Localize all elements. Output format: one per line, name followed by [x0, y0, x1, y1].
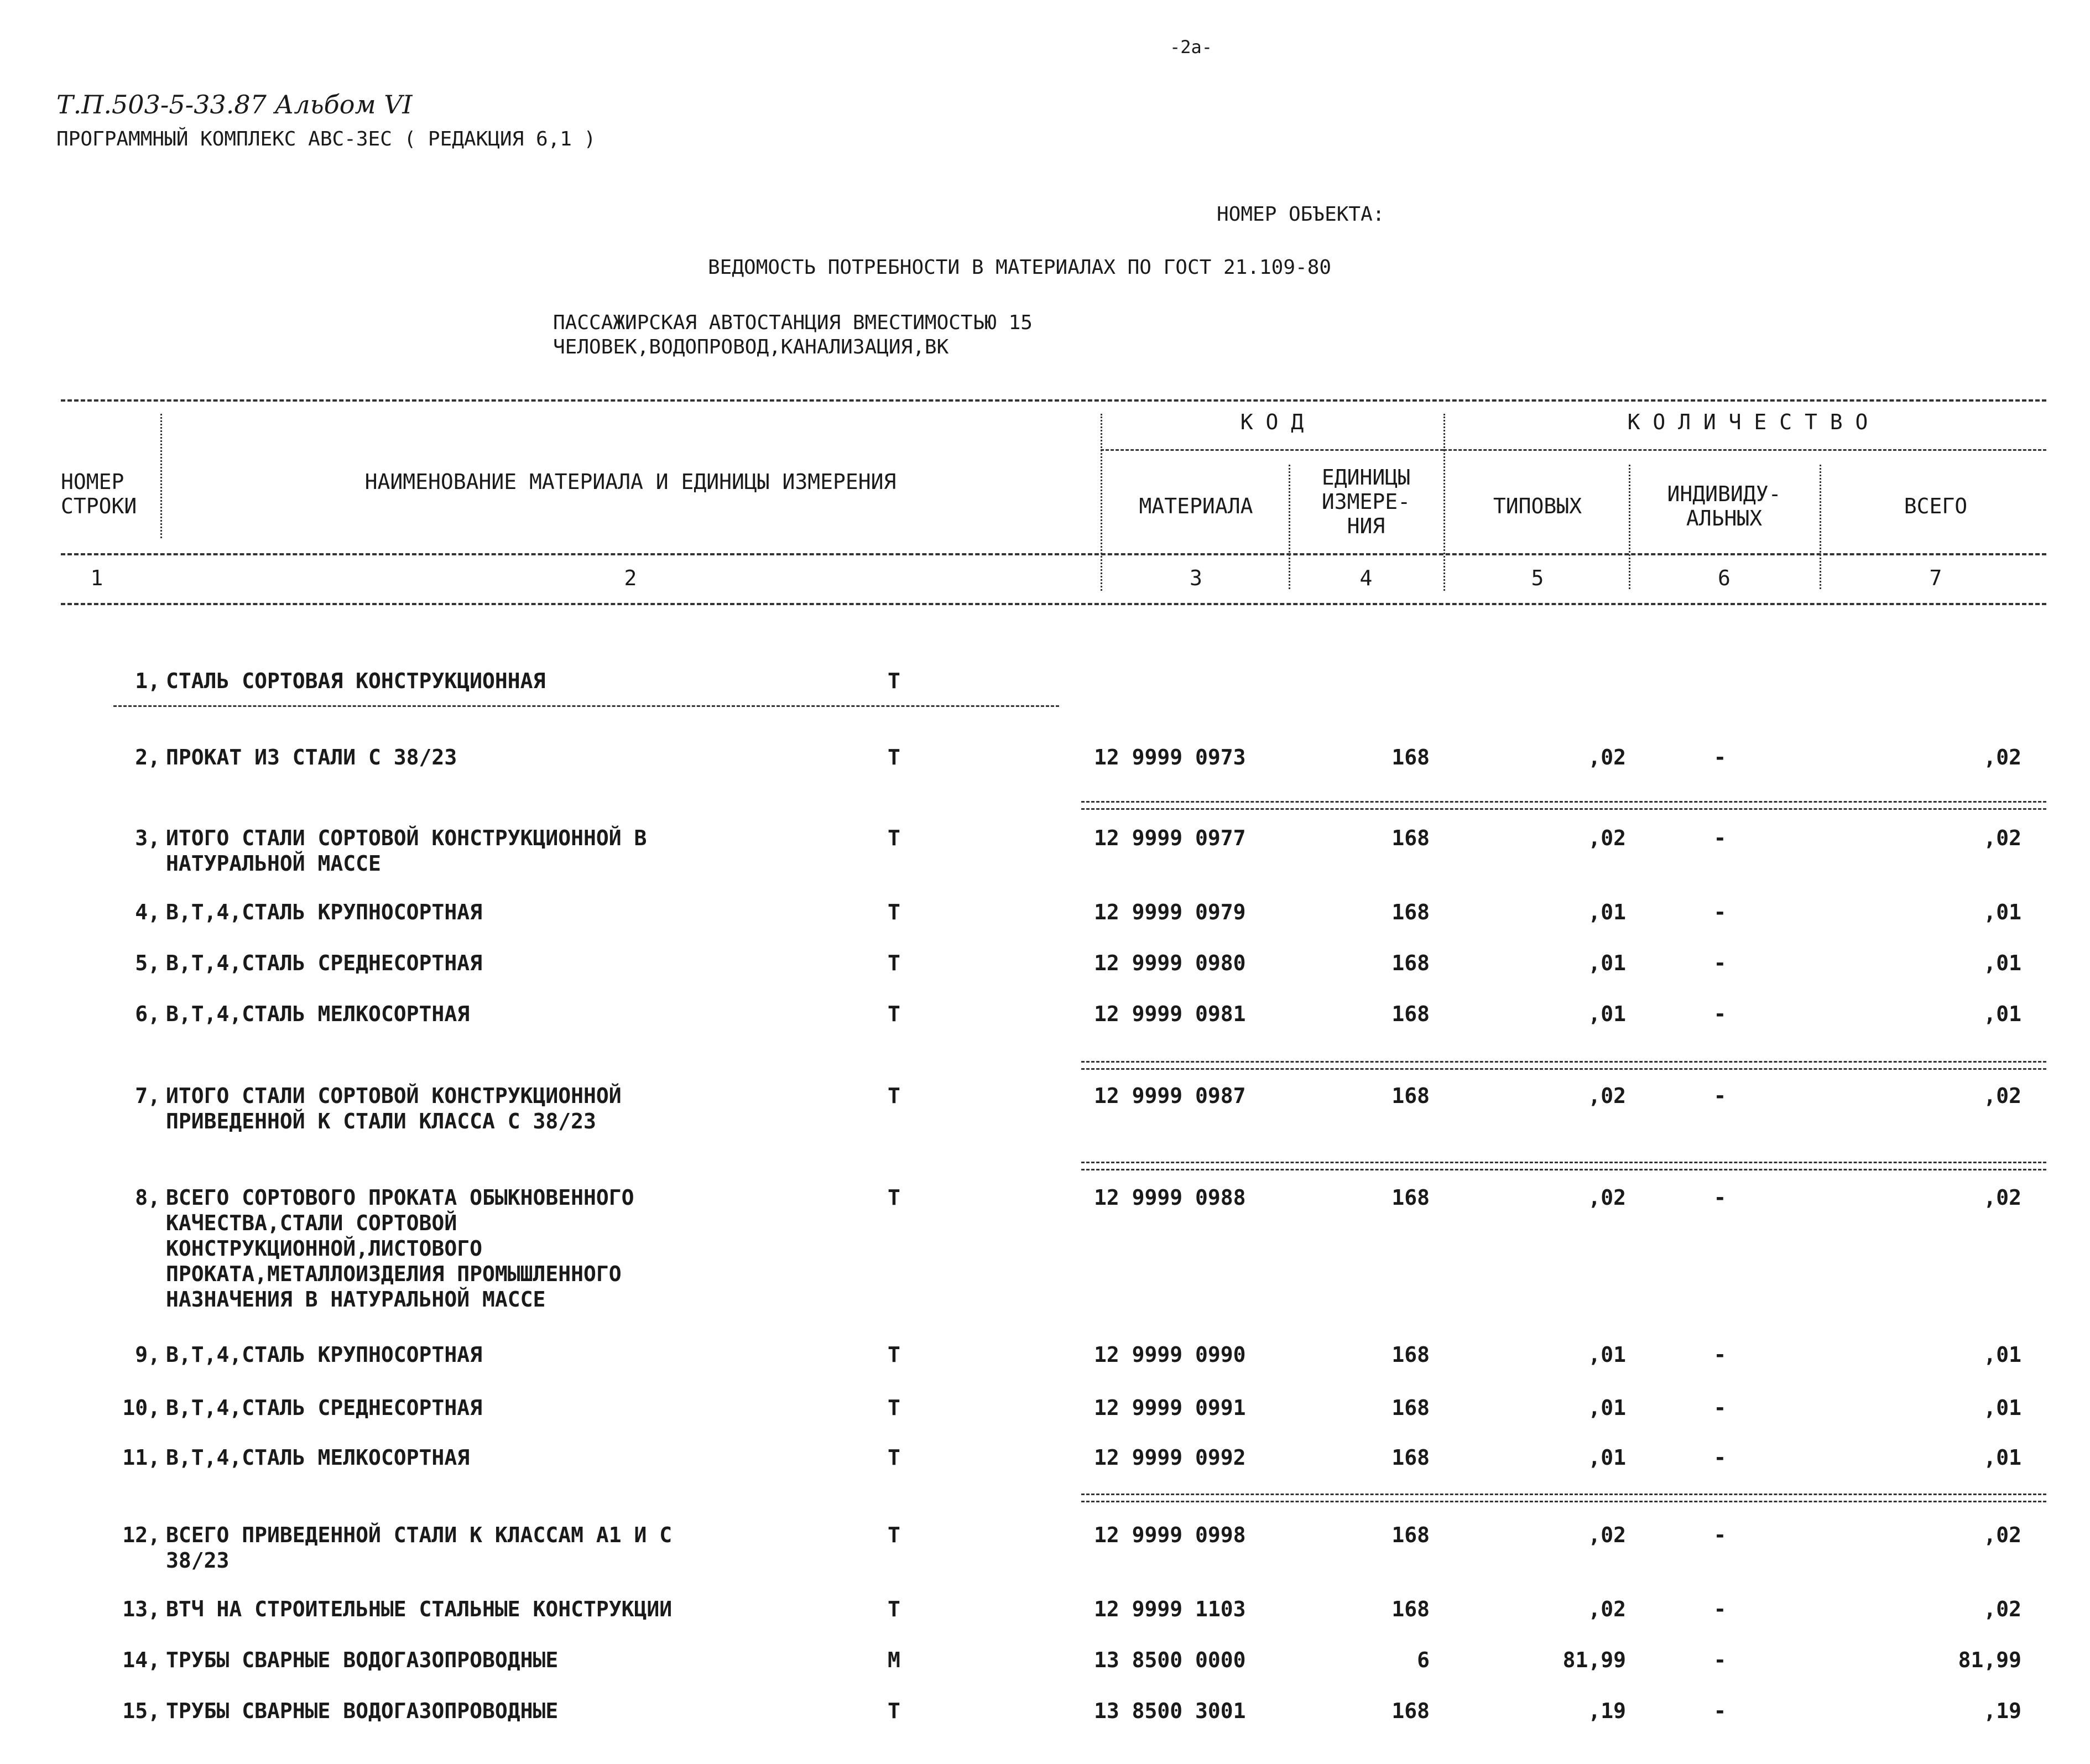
quantity-group-header: К О Л И Ч Е С Т В О [1627, 410, 1868, 434]
individual-qty: - [1713, 951, 1727, 975]
row-number: 13, [122, 1597, 160, 1621]
individual-qty: - [1713, 1523, 1727, 1547]
material-code: 12 9999 0987 [1094, 1084, 1246, 1108]
double-rule [1081, 1061, 2046, 1070]
total-qty: ,01 [1983, 1002, 2021, 1026]
unit-code: 168 [1391, 1445, 1430, 1470]
unit-code: 168 [1391, 745, 1430, 769]
material-code-header: МАТЕРИАЛА [1139, 494, 1253, 518]
material-name: ВТЧ НА СТРОИТЕЛЬНЫЕ СТАЛЬНЫЕ КОНСТРУКЦИИ [166, 1597, 673, 1621]
typical-header: ТИПОВЫХ [1493, 494, 1582, 518]
total-qty: ,01 [1983, 1342, 2021, 1367]
header-bottom-rule [61, 603, 2046, 605]
typical-qty: ,01 [1588, 1396, 1626, 1420]
material-code: 12 9999 0979 [1094, 900, 1246, 924]
material-name: КАЧЕСТВА,СТАЛИ СОРТОВОЙ [166, 1211, 457, 1235]
material-name: В,Т,4,СТАЛЬ КРУПНОСОРТНАЯ [166, 1342, 482, 1367]
unit: Т [888, 669, 900, 693]
typical-qty: ,01 [1588, 900, 1626, 924]
double-rule [1081, 1162, 2046, 1170]
unit-code: 168 [1391, 1084, 1430, 1108]
row-number: 8, [135, 1185, 160, 1210]
unit-code: 168 [1391, 1185, 1430, 1210]
unit-code-header-3: НИЯ [1347, 514, 1385, 538]
unit-code: 168 [1391, 1002, 1430, 1026]
typical-qty: ,01 [1588, 1342, 1626, 1367]
object-number-label: НОМЕР ОБЪЕКТА: [1217, 203, 1385, 226]
total-header: ВСЕГО [1904, 494, 1968, 518]
row-number: 2, [135, 745, 160, 769]
row-number: 15, [122, 1699, 160, 1723]
total-qty: ,02 [1983, 1084, 2021, 1108]
material-code: 12 9999 0973 [1094, 745, 1246, 769]
material-code: 12 9999 0988 [1094, 1185, 1246, 1210]
material-code: 12 9999 0991 [1094, 1396, 1246, 1420]
total-qty: ,02 [1983, 745, 2021, 769]
unit: Т [888, 1597, 900, 1621]
col-number-1: 1 [90, 566, 103, 590]
code-subrule [1101, 449, 1443, 451]
unit-code: 168 [1391, 826, 1430, 850]
individual-qty: - [1713, 1185, 1727, 1210]
material-name: В,Т,4,СТАЛЬ КРУПНОСОРТНАЯ [166, 900, 482, 924]
material-name: ВСЕГО СОРТОВОГО ПРОКАТА ОБЫКНОВЕННОГО [166, 1185, 634, 1210]
individual-header-2: АЛЬНЫХ [1686, 506, 1763, 530]
unit-code-header-2: ИЗМЕРЕ- [1321, 490, 1411, 514]
code-group-header: К О Д [1240, 410, 1304, 434]
row-number: 7, [135, 1084, 160, 1108]
unit-code-header-1: ЕДИНИЦЫ [1321, 465, 1411, 490]
project-line-1: ПАССАЖИРСКАЯ АВТОСТАНЦИЯ ВМЕСТИМОСТЬЮ 15 [553, 311, 1033, 334]
typical-qty: ,01 [1588, 1445, 1626, 1470]
header-separator [1289, 465, 1290, 589]
individual-qty: - [1713, 1396, 1727, 1420]
quantity-subrule [1443, 449, 2046, 451]
material-code: 12 9999 0990 [1094, 1342, 1246, 1367]
material-name: В,Т,4,СТАЛЬ МЕЛКОСОРТНАЯ [166, 1002, 470, 1026]
total-qty: ,02 [1983, 1185, 2021, 1210]
unit: Т [888, 1342, 900, 1367]
header-separator [1629, 465, 1630, 589]
material-name: ВСЕГО ПРИВЕДЕННОЙ СТАЛИ К КЛАССАМ А1 И С [166, 1523, 673, 1547]
typical-qty: ,02 [1588, 1597, 1626, 1621]
total-qty: 81,99 [1958, 1648, 2021, 1672]
row-number: 5, [135, 951, 160, 975]
total-qty: ,01 [1983, 900, 2021, 924]
typical-qty: ,01 [1588, 951, 1626, 975]
typical-qty: ,02 [1588, 745, 1626, 769]
material-code: 13 8500 0000 [1094, 1648, 1246, 1672]
unit-code: 168 [1391, 1396, 1430, 1420]
total-qty: ,01 [1983, 1445, 2021, 1470]
unit-code: 168 [1391, 1597, 1430, 1621]
row-number: 4, [135, 900, 160, 924]
material-code: 13 8500 3001 [1094, 1699, 1246, 1723]
typical-qty: ,19 [1588, 1699, 1626, 1723]
material-name: ТРУБЫ СВАРНЫЕ ВОДОГАЗОПРОВОДНЫЕ [166, 1699, 559, 1723]
col-number-3: 3 [1190, 566, 1202, 590]
material-name: ИТОГО СТАЛИ СОРТОВОЙ КОНСТРУКЦИОННОЙ [166, 1084, 622, 1108]
material-name: 38/23 [166, 1548, 230, 1573]
material-name: В,Т,4,СТАЛЬ СРЕДНЕСОРТНАЯ [166, 1396, 482, 1420]
total-qty: ,02 [1983, 826, 2021, 850]
individual-qty: - [1713, 1342, 1727, 1367]
material-code: 12 9999 0998 [1094, 1523, 1246, 1547]
project-line-2: ЧЕЛОВЕК,ВОДОПРОВОД,КАНАЛИЗАЦИЯ,ВК [553, 336, 949, 358]
double-rule [1081, 801, 2046, 810]
unit: Т [888, 1699, 900, 1723]
individual-qty: - [1713, 1445, 1727, 1470]
album-reference: Т.П.503-5-33.87 Альбом VI [56, 90, 413, 119]
unit-code: 168 [1391, 1523, 1430, 1547]
material-code: 12 9999 0981 [1094, 1002, 1246, 1026]
unit: Т [888, 1445, 900, 1470]
material-name: ПРОКАТ ИЗ СТАЛИ С 38/23 [166, 745, 457, 769]
unit: Т [888, 826, 900, 850]
unit-code: 6 [1417, 1648, 1430, 1672]
header-separator [1820, 465, 1821, 589]
page-number: -2a- [1170, 37, 1213, 58]
unit: Т [888, 1396, 900, 1420]
material-code: 12 9999 0992 [1094, 1445, 1246, 1470]
col-number-6: 6 [1718, 566, 1731, 590]
individual-qty: - [1713, 1084, 1727, 1108]
material-name: ТРУБЫ СВАРНЫЕ ВОДОГАЗОПРОВОДНЫЕ [166, 1648, 559, 1672]
typical-qty: ,02 [1588, 826, 1626, 850]
material-name: СТАЛЬ СОРТОВАЯ КОНСТРУКЦИОННАЯ [166, 669, 546, 693]
individual-qty: - [1713, 900, 1727, 924]
header-separator [1101, 414, 1102, 591]
total-qty: ,01 [1983, 951, 2021, 975]
row-number-header-1: НОМЕР [61, 470, 124, 494]
col-number-5: 5 [1531, 566, 1544, 590]
double-rule [1081, 1494, 2046, 1502]
material-name: ПРОКАТА,МЕТАЛЛОИЗДЕЛИЯ ПРОМЫШЛЕННОГО [166, 1262, 622, 1286]
individual-header-1: ИНДИВИДУ- [1667, 482, 1781, 506]
unit: Т [888, 900, 900, 924]
individual-qty: - [1713, 826, 1727, 850]
row-number: 9, [135, 1342, 160, 1367]
unit-code: 168 [1391, 900, 1430, 924]
individual-qty: - [1713, 1002, 1727, 1026]
header-mid-rule [61, 553, 2046, 555]
unit: Т [888, 1523, 900, 1547]
material-name: В,Т,4,СТАЛЬ МЕЛКОСОРТНАЯ [166, 1445, 470, 1470]
col-number-2: 2 [624, 566, 637, 590]
material-code: 12 9999 0977 [1094, 826, 1246, 850]
unit: Т [888, 745, 900, 769]
typical-qty: ,02 [1588, 1185, 1626, 1210]
col-number-7: 7 [1929, 566, 1942, 590]
typical-qty: 81,99 [1562, 1648, 1626, 1672]
typical-qty: ,01 [1588, 1002, 1626, 1026]
material-name: КОНСТРУКЦИОННОЙ,ЛИСТОВОГО [166, 1236, 482, 1261]
unit-code: 168 [1391, 1699, 1430, 1723]
header-top-rule [61, 399, 2046, 402]
row-number: 14, [122, 1648, 160, 1672]
unit-code: 168 [1391, 1342, 1430, 1367]
document-title: ВЕДОМОСТЬ ПОТРЕБНОСТИ В МАТЕРИАЛАХ ПО ГОСТ 21.109-80 [708, 256, 1332, 279]
total-qty: ,02 [1983, 1523, 2021, 1547]
row-number: 10, [122, 1396, 160, 1420]
row-number-header-2: СТРОКИ [61, 494, 137, 518]
material-name: НАЗНАЧЕНИЯ В НАТУРАЛЬНОЙ МАССЕ [166, 1287, 546, 1312]
row-number: 3, [135, 826, 160, 850]
row-number: 6, [135, 1002, 160, 1026]
name-header: НАИМЕНОВАНИЕ МАТЕРИАЛА И ЕДИНИЦЫ ИЗМЕРЕНИЯ [364, 470, 897, 494]
col-number-4: 4 [1359, 566, 1373, 590]
total-qty: ,02 [1983, 1597, 2021, 1621]
typical-qty: ,02 [1588, 1084, 1626, 1108]
unit: М [888, 1648, 900, 1672]
unit: Т [888, 1084, 900, 1108]
total-qty: ,01 [1983, 1396, 2021, 1420]
unit: Т [888, 951, 900, 975]
row-number: 11, [122, 1445, 160, 1470]
row-number: 1, [135, 669, 160, 693]
individual-qty: - [1713, 1648, 1727, 1672]
individual-qty: - [1713, 1597, 1727, 1621]
header-separator [160, 414, 162, 538]
program-line: ПРОГРАММНЫЙ КОМПЛЕКС АВС-3ЕС ( РЕДАКЦИЯ 6,1 ) [56, 128, 596, 150]
unit: Т [888, 1002, 900, 1026]
individual-qty: - [1713, 1699, 1727, 1723]
material-name: НАТУРАЛЬНОЙ МАССЕ [166, 851, 381, 876]
header-separator [1443, 414, 1445, 591]
typical-qty: ,02 [1588, 1523, 1626, 1547]
material-name: ИТОГО СТАЛИ СОРТОВОЙ КОНСТРУКЦИОННОЙ В [166, 826, 647, 850]
material-name: ПРИВЕДЕННОЙ К СТАЛИ КЛАССА С 38/23 [166, 1109, 596, 1133]
total-qty: ,19 [1983, 1699, 2021, 1723]
material-code: 12 9999 1103 [1094, 1597, 1246, 1621]
unit: Т [888, 1185, 900, 1210]
section-rule [113, 705, 1059, 707]
material-name: В,Т,4,СТАЛЬ СРЕДНЕСОРТНАЯ [166, 951, 482, 975]
row-number: 12, [122, 1523, 160, 1547]
material-code: 12 9999 0980 [1094, 951, 1246, 975]
unit-code: 168 [1391, 951, 1430, 975]
individual-qty: - [1713, 745, 1727, 769]
